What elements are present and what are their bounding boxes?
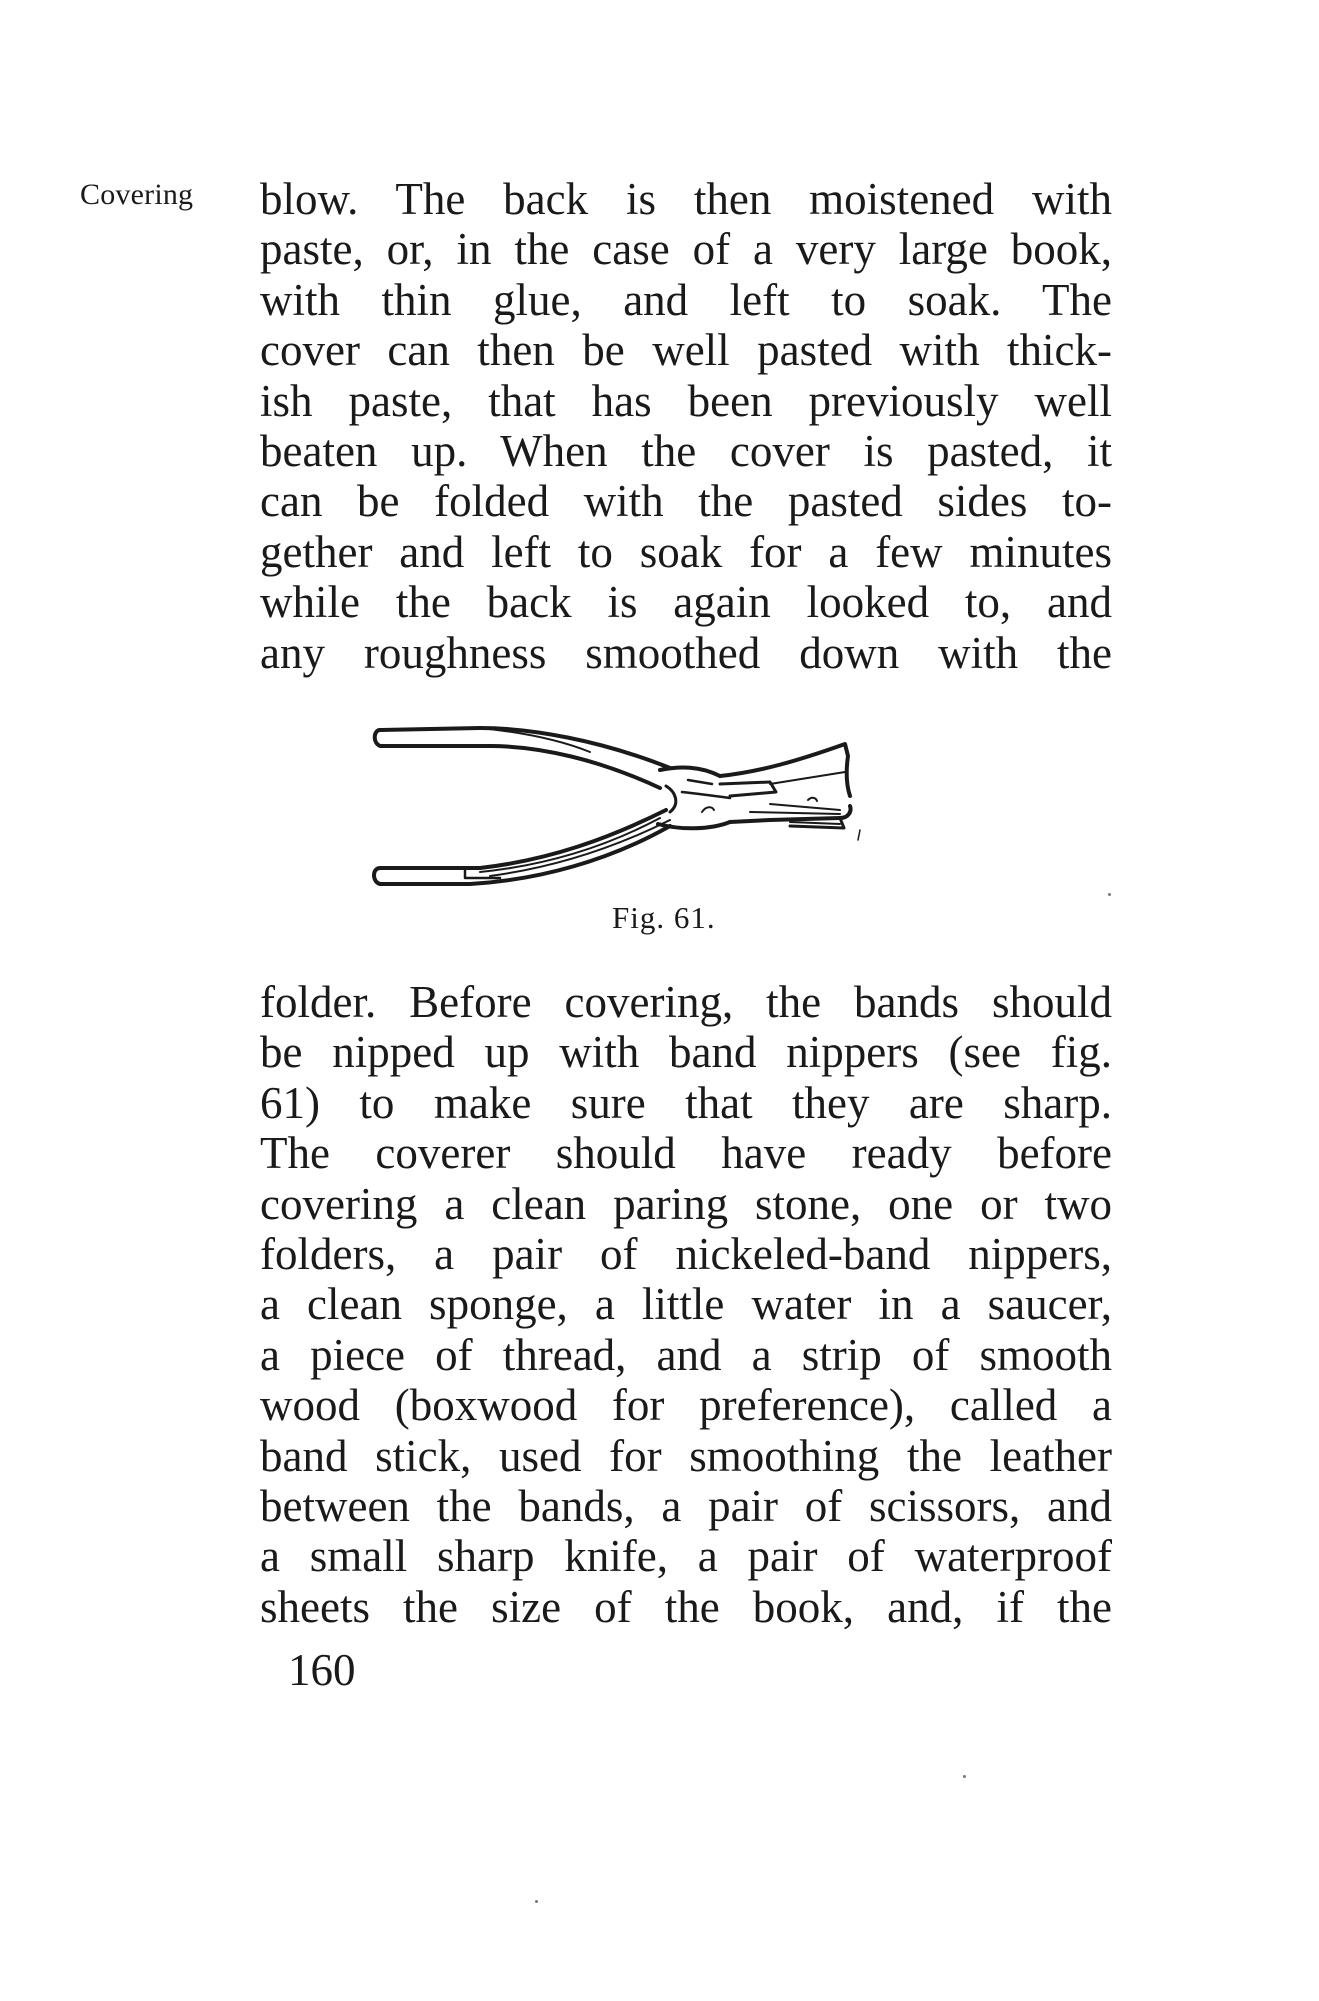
text-line: folders, a pair of nickeled-band nippers, [260, 1228, 1112, 1279]
text-line: 61) to make sure that they are sharp. [260, 1077, 1112, 1128]
text-line: covering a clean paring stone, one or two [260, 1178, 1112, 1229]
page-number: 160 [288, 1645, 356, 1695]
text-line: ish paste, that has been previously well [260, 375, 1112, 426]
text-line: beaten up. When the cover is pasted, it [260, 425, 1112, 476]
text-line: any roughness smoothed down with the [260, 627, 1112, 678]
paper-speck [963, 1775, 966, 1778]
text-line: paste, or, in the case of a very large book, [260, 224, 1112, 275]
text-line: a small sharp knife, a pair of waterproof [260, 1531, 1112, 1582]
text-line: between the bands, a pair of scissors, and [260, 1480, 1112, 1531]
figure-caption-label: Fig. [612, 900, 666, 935]
text-line: cover can then be well pasted with thick- [260, 325, 1112, 376]
text-line: band stick, used for smoothing the leather [260, 1430, 1112, 1481]
paper-speck [535, 1900, 538, 1903]
text-line: can be folded with the pasted sides to- [260, 476, 1112, 527]
paragraph-bottom [260, 977, 1112, 1632]
text-line: sheets the size of the book, and, if the [260, 1581, 1112, 1632]
text-line: while the back is again looked to, and [260, 577, 1112, 628]
figure-caption-number: 61. [673, 900, 716, 935]
paper-speck [1108, 893, 1111, 896]
text-line: a piece of thread, and a strip of smooth [260, 1329, 1112, 1380]
band-nippers-illustration [370, 700, 990, 900]
text-line: with thin glue, and left to soak. The [260, 274, 1112, 325]
paragraph-top [260, 174, 1112, 678]
margin-note: Covering [80, 178, 194, 211]
text-line: The coverer should have ready before [260, 1128, 1112, 1179]
text-line: a clean sponge, a little water in a saucer, [260, 1279, 1112, 1330]
text-line: folder. Before covering, the bands should [260, 977, 1112, 1027]
text-line: blow. The back is then moistened with [260, 174, 1112, 224]
text-line: gether and left to soak for a few minutes [260, 526, 1112, 577]
figure-caption [612, 900, 716, 936]
text-line: wood (boxwood for preference), called a [260, 1380, 1112, 1431]
text-line: be nipped up with band nippers (see fig. [260, 1027, 1112, 1078]
